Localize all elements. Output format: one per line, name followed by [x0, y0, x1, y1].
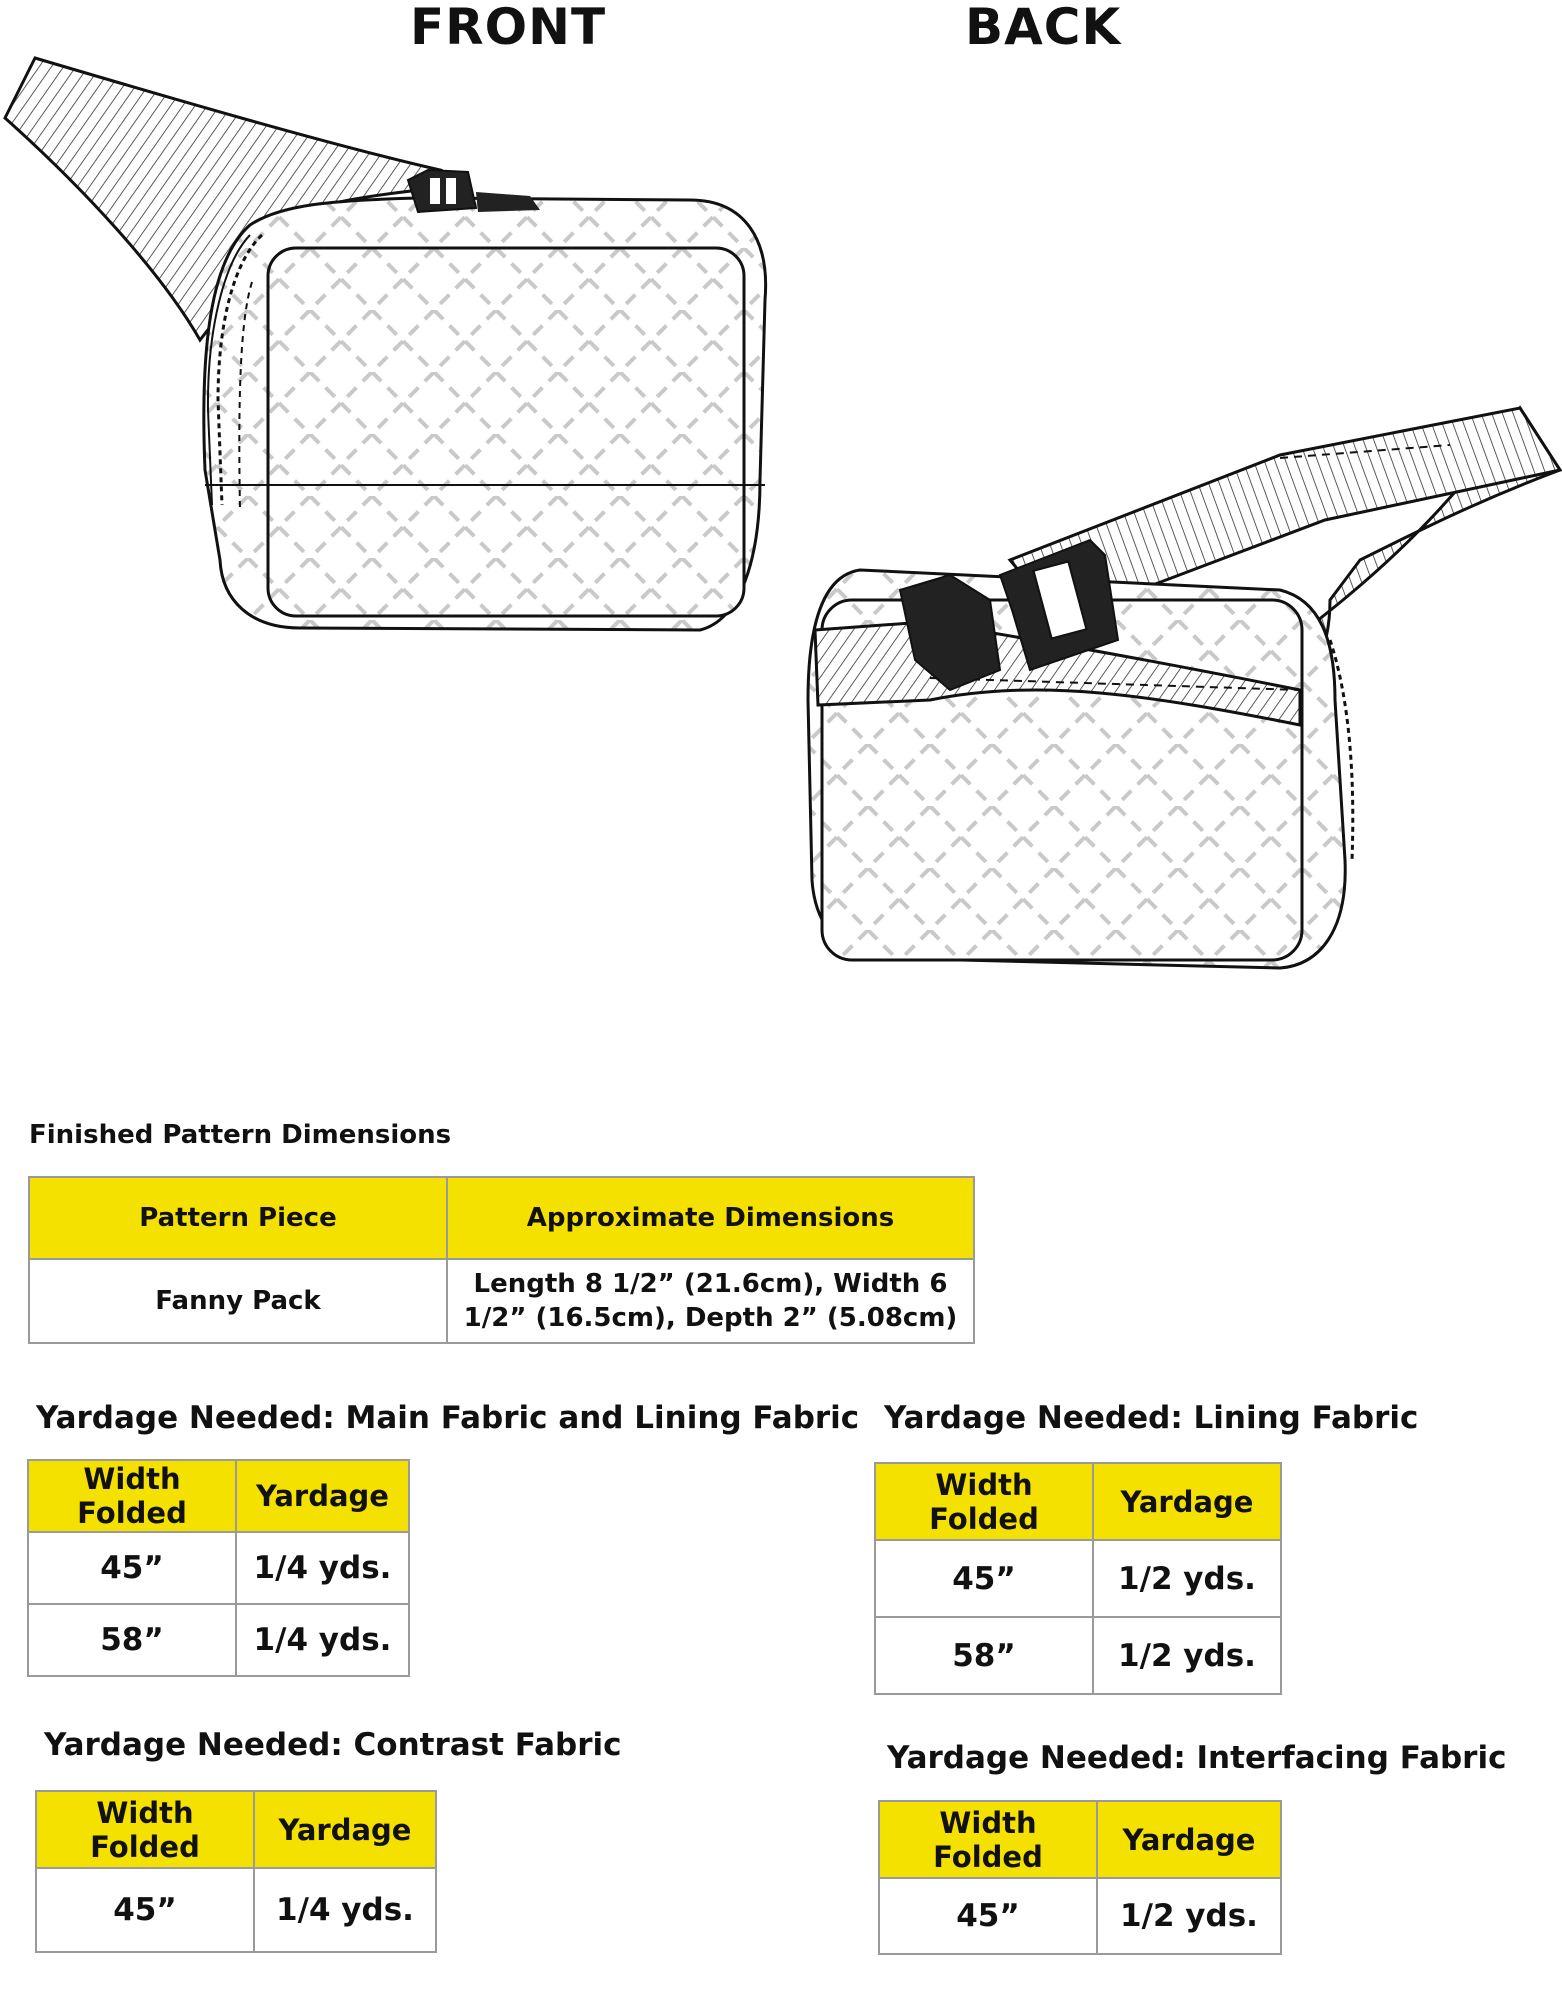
- table-row: [875, 1540, 1281, 1617]
- width-cell: 58”: [875, 1617, 1093, 1694]
- column-header-approximate-dimensions: Approximate Dimensions: [447, 1177, 974, 1259]
- dimensions-heading: Finished Pattern Dimensions: [29, 1120, 452, 1150]
- width-folded-header: Width Folded: [875, 1463, 1093, 1540]
- yardage-cell: 1/2 yds.: [1097, 1878, 1281, 1954]
- width-folded-header: Width Folded: [28, 1460, 236, 1532]
- yardage-header: Yardage: [1093, 1463, 1281, 1540]
- width-folded-header: Width Folded: [879, 1801, 1097, 1878]
- yardage-header: Yardage: [1097, 1801, 1281, 1878]
- dimensions-cell: [447, 1259, 974, 1343]
- width-cell: 45”: [879, 1878, 1097, 1954]
- yardage-cell: 1/2 yds.: [1093, 1617, 1281, 1694]
- yardage-main-table: [27, 1459, 410, 1677]
- width-cell: 45”: [875, 1540, 1093, 1617]
- yardage-cell: 1/4 yds.: [254, 1868, 436, 1952]
- yardage-header: Yardage: [236, 1460, 409, 1532]
- yardage-contrast-table: [35, 1790, 437, 1953]
- yardage-lining-heading: Yardage Needed: Lining Fabric: [884, 1400, 1419, 1436]
- yardage-header: Yardage: [254, 1791, 436, 1868]
- table-row: [29, 1259, 974, 1343]
- back-view-label: BACK: [965, 0, 1122, 56]
- column-header-pattern-piece: Pattern Piece: [29, 1177, 447, 1259]
- front-buckle: [408, 170, 540, 212]
- dimensions-line-1: Length 8 1/2” (21.6cm), Width 6: [473, 1269, 948, 1299]
- table-row: [875, 1617, 1281, 1694]
- table-row: [879, 1878, 1281, 1954]
- table-row: [36, 1868, 436, 1952]
- yardage-cell: 1/4 yds.: [236, 1604, 409, 1676]
- table-row: [28, 1604, 409, 1676]
- yardage-cell: 1/4 yds.: [236, 1532, 409, 1604]
- yardage-contrast-heading: Yardage Needed: Contrast Fabric: [44, 1727, 622, 1763]
- back-view-illustration: [808, 408, 1560, 968]
- front-view-label: FRONT: [410, 0, 607, 56]
- yardage-interfacing-heading: Yardage Needed: Interfacing Fabric: [887, 1740, 1507, 1776]
- width-cell: 58”: [28, 1604, 236, 1676]
- yardage-interfacing-table: [878, 1800, 1282, 1955]
- yardage-cell: 1/2 yds.: [1093, 1540, 1281, 1617]
- yardage-main-heading: Yardage Needed: Main Fabric and Lining Fabric: [36, 1400, 860, 1436]
- yardage-lining-table: [874, 1462, 1282, 1695]
- front-view-illustration: [5, 58, 766, 630]
- pattern-piece-cell: Fanny Pack: [29, 1259, 447, 1343]
- width-cell: 45”: [28, 1532, 236, 1604]
- dimensions-line-2: 1/2” (16.5cm), Depth 2” (5.08cm): [463, 1303, 958, 1333]
- width-cell: 45”: [36, 1868, 254, 1952]
- dimensions-table: [28, 1176, 975, 1344]
- table-row: [28, 1532, 409, 1604]
- width-folded-header: Width Folded: [36, 1791, 254, 1868]
- front-panel: [268, 248, 744, 616]
